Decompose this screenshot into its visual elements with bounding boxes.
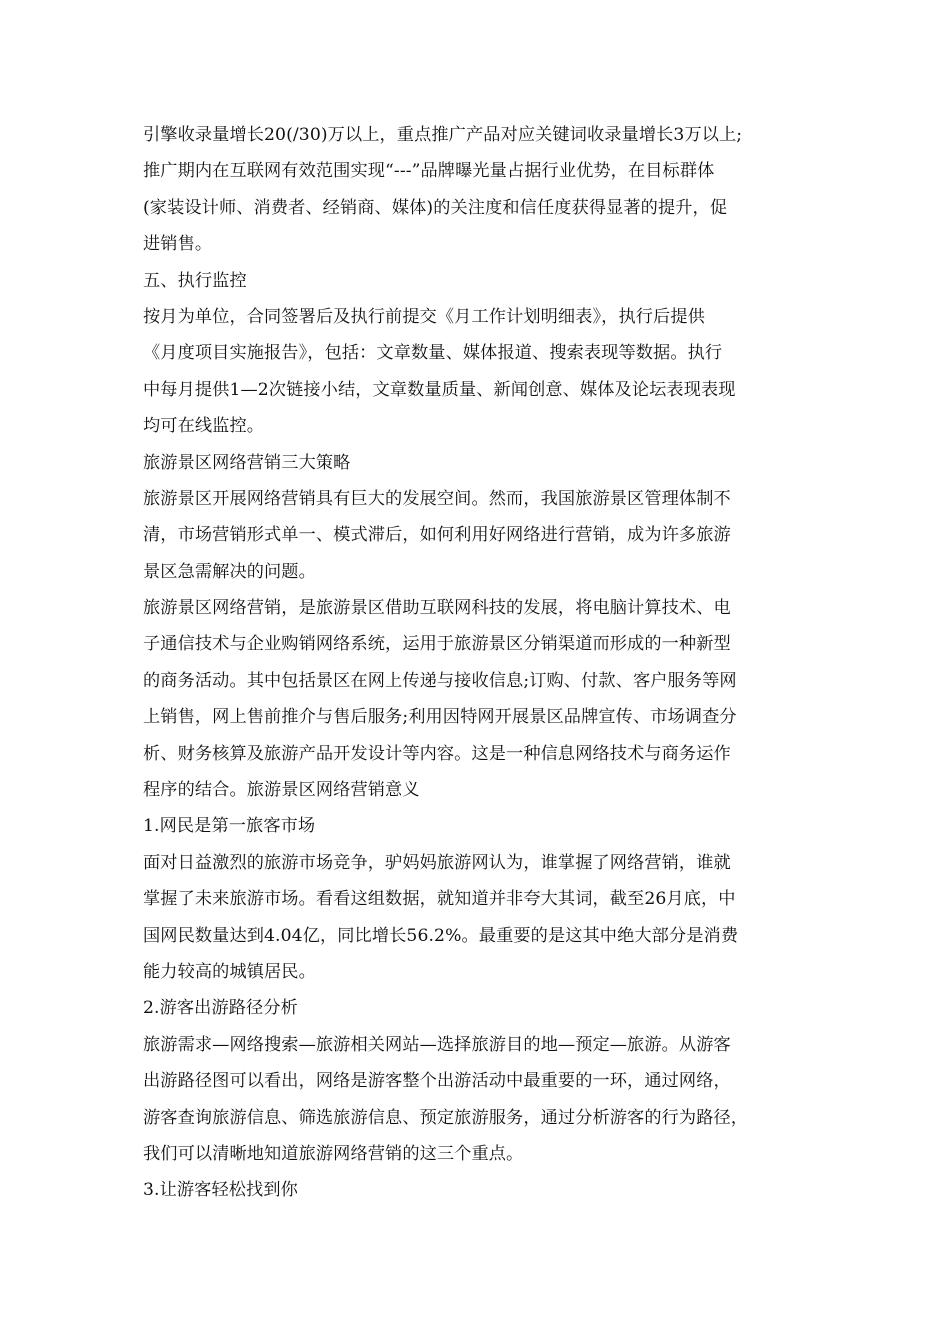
- text-line: 程序的结合。旅游景区网络营销意义: [143, 780, 420, 801]
- text-line: 进销售。: [143, 234, 213, 255]
- text-line: 的商务活动。其中包括景区在网上传递与接收信息;订购、付款、客户服务等网: [143, 670, 737, 691]
- text-line: 推广期内在互联网有效范围实现“---”品牌曝光量占据行业优势，在目标群体: [143, 161, 715, 182]
- text-line: 按月为单位，合同签署后及执行前提交《月工作计划明细表》，执行后提供: [143, 306, 705, 327]
- text-line: 能力较高的城镇居民。: [143, 961, 316, 982]
- text-line: 面对日益激烈的旅游市场竞争，驴妈妈旅游网认为，谁掌握了网络营销，谁就: [143, 852, 731, 873]
- text-line: 游客查询旅游信息、筛选旅游信息、预定旅游服务，通过分析游客的行为路径，: [143, 1107, 749, 1128]
- text-line: 掌握了未来旅游市场。看看这组数据，就知道并非夸大其词，截至26月底，中: [143, 889, 736, 910]
- section-heading: 五、执行监控: [143, 270, 247, 291]
- text-line: 景区急需解决的问题。: [143, 561, 316, 582]
- section-heading: 3.让游客轻松找到你: [143, 1180, 298, 1201]
- text-line: 《月度项目实施报告》，包括：文章数量、媒体报道、搜索表现等数据。执行: [143, 343, 723, 364]
- text-line: 均可在线监控。: [143, 416, 265, 437]
- text-line: 出游路径图可以看出，网络是游客整个出游活动中最重要的一环，通过网络，: [143, 1071, 731, 1092]
- document-body: [143, 117, 815, 1209]
- text-line: 旅游景区开展网络营销具有巨大的发展空间。然而，我国旅游景区管理体制不: [143, 488, 731, 509]
- text-line: (家装设计师、消费者、经销商、媒体)的关注度和信任度获得显著的提升，促: [143, 197, 728, 218]
- text-line: 引擎收录量增长20(/30)万以上，重点推广产品对应关键词收录量增长3万以上;: [143, 125, 743, 145]
- section-heading: 1.网民是第一旅客市场: [143, 816, 316, 837]
- text-line: 旅游需求—网络搜索—旅游相关网站—选择旅游目的地—预定—旅游。从游客: [143, 1034, 731, 1055]
- section-heading: 2.游客出游路径分析: [143, 998, 298, 1019]
- text-line: 我们可以清晰地知道旅游网络营销的这三个重点。: [143, 1143, 524, 1164]
- section-heading: 旅游景区网络营销三大策略: [143, 452, 351, 473]
- text-line: 上销售，网上售前推介与售后服务;利用因特网开展景区品牌宣传、市场调查分: [143, 707, 737, 728]
- text-line: 旅游景区网络营销，是旅游景区借助互联网科技的发展，将电脑计算技术、电: [143, 598, 731, 619]
- text-line: 清，市场营销形式单一、模式滞后，如何利用好网络进行营销，成为许多旅游: [143, 525, 731, 546]
- text-line: 析、财务核算及旅游产品开发设计等内容。这是一种信息网络技术与商务运作: [143, 743, 731, 764]
- text-line: 中每月提供1—2次链接小结，文章数量质量、新闻创意、媒体及论坛表现表现: [143, 379, 736, 400]
- text-line: 国网民数量达到4.04亿，同比增长56.2%。最重要的是这其中绝大部分是消费: [143, 925, 739, 946]
- text-line: 子通信技术与企业购销网络系统，运用于旅游景区分销渠道而形成的一种新型: [143, 634, 731, 655]
